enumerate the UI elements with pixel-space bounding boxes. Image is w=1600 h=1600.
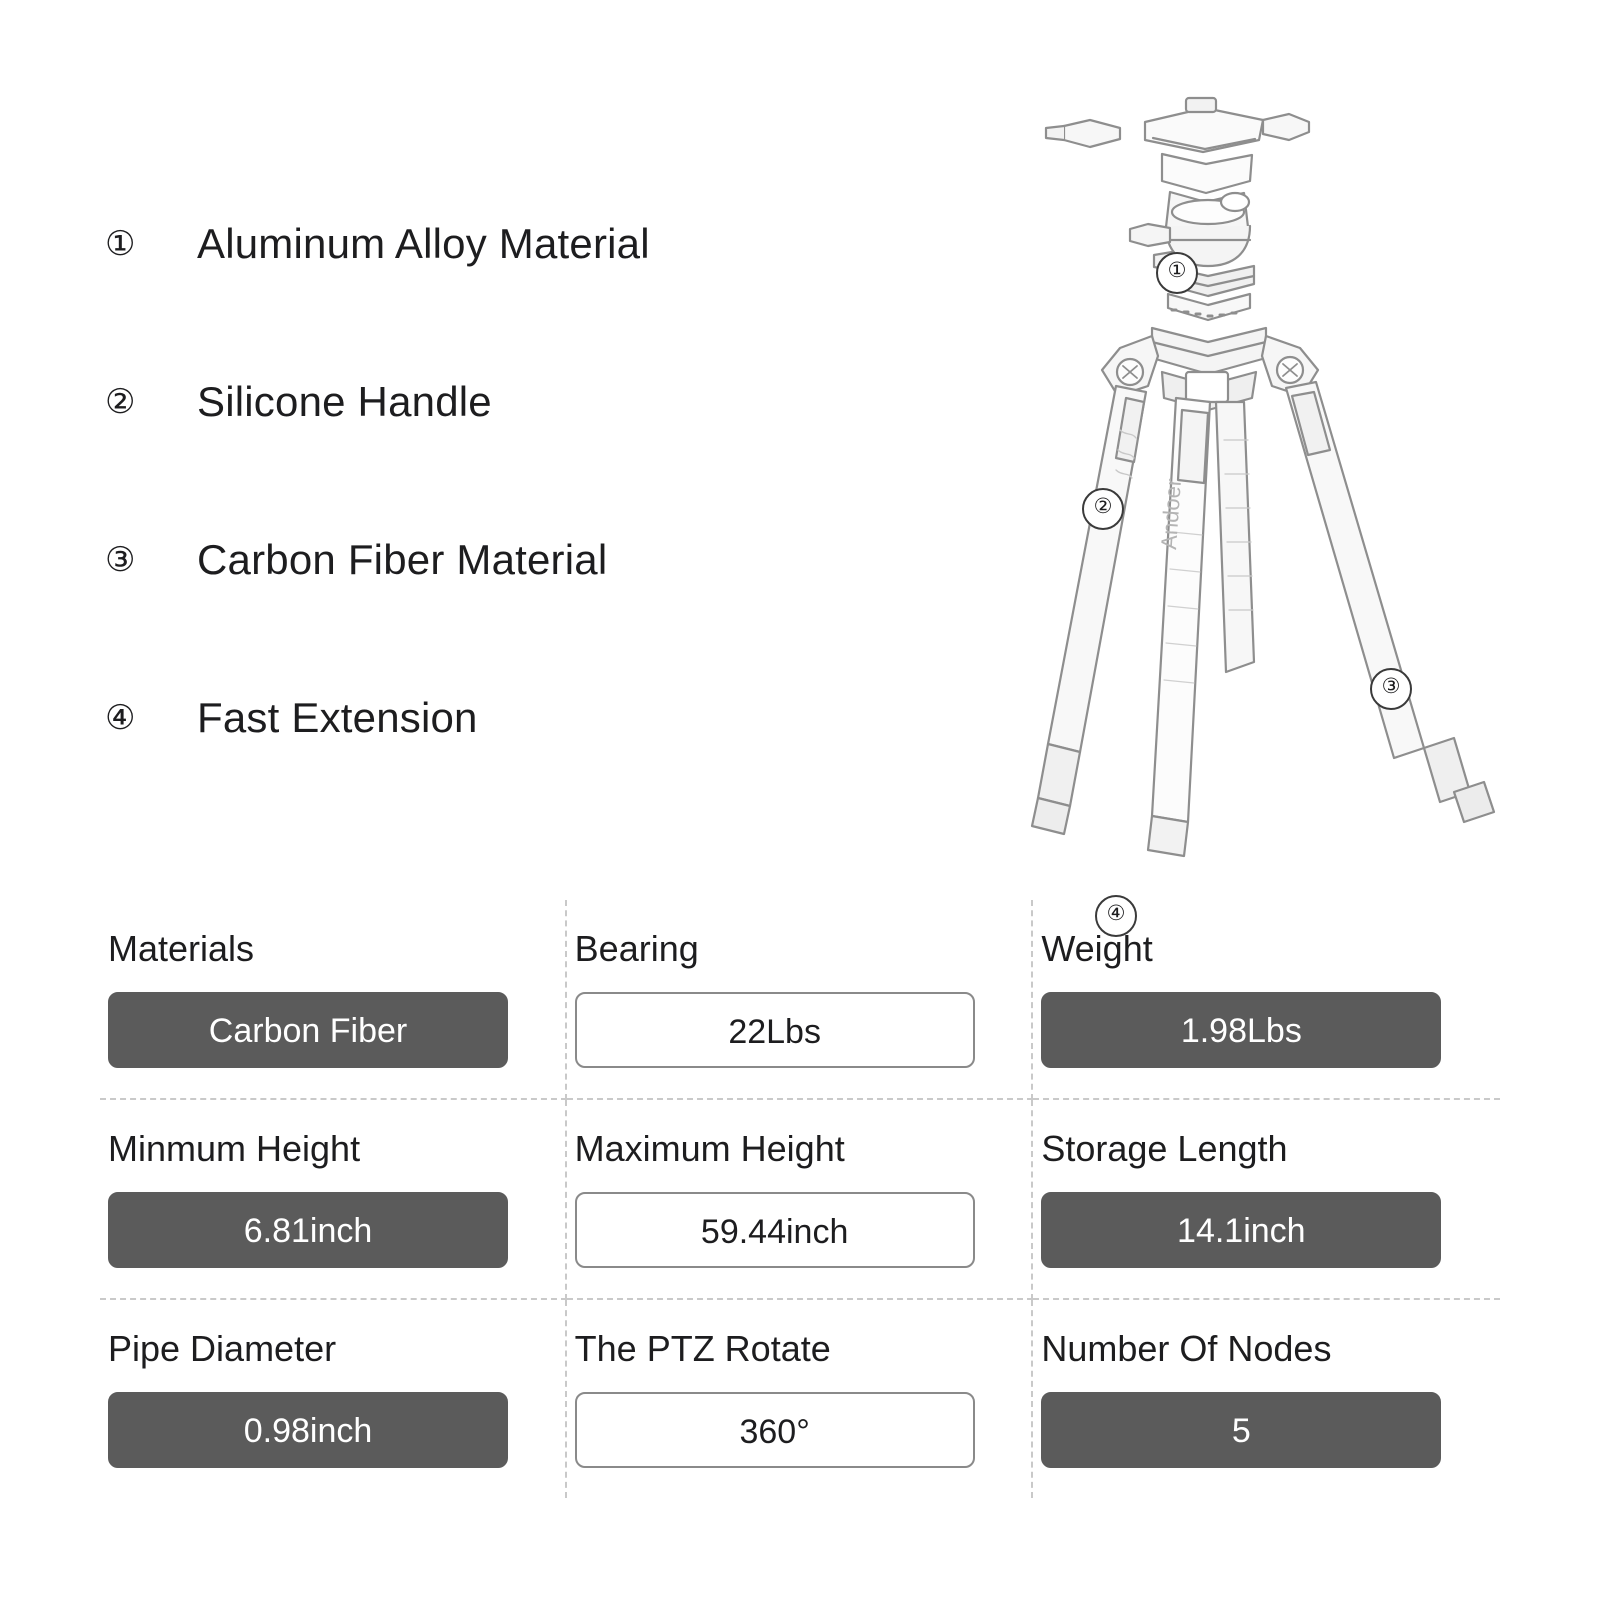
callout-marker-2: ② (1082, 488, 1124, 530)
tripod-leg-rear (1216, 402, 1254, 672)
callout-marker-3: ③ (1370, 668, 1412, 710)
spec-cell-pipe-diameter (100, 1300, 567, 1498)
feature-item-2 (105, 323, 865, 481)
spec-value-pipe-diameter: 0.98inch (108, 1392, 508, 1468)
feature-item-3 (105, 481, 865, 639)
spec-value-weight: 1.98Lbs (1041, 992, 1441, 1068)
spec-cell-storage-length (1033, 1100, 1500, 1300)
spec-cell-minimum-height (100, 1100, 567, 1300)
spec-label-ptz-rotate: The PTZ Rotate (574, 1328, 831, 1369)
feature-item-4 (105, 639, 865, 797)
tripod-illustration (940, 80, 1560, 925)
spec-label-weight: Weight (1041, 928, 1153, 969)
feature-label-3: Carbon Fiber Material (197, 536, 608, 583)
spec-value-bearing: 22Lbs (575, 992, 975, 1068)
spec-label-number-of-nodes: Number Of Nodes (1041, 1328, 1332, 1369)
specifications-table (100, 900, 1500, 1498)
feature-list (105, 165, 865, 797)
feature-item-1 (105, 165, 865, 323)
feature-number-4: ④ (105, 699, 136, 737)
ball-head (1130, 154, 1252, 270)
spec-value-ptz-rotate: 360° (575, 1392, 975, 1468)
spec-label-bearing: Bearing (574, 928, 699, 969)
tripod-leg-middle-carbon (1148, 398, 1210, 856)
spec-cell-maximum-height (567, 1100, 1034, 1300)
feature-label-1: Aluminum Alloy Material (197, 220, 650, 267)
callout-marker-1: ① (1156, 252, 1198, 294)
feature-number-1: ① (105, 225, 136, 263)
spec-label-materials: Materials (108, 928, 255, 969)
spec-label-maximum-height: Maximum Height (574, 1128, 845, 1169)
spec-cell-bearing (567, 900, 1034, 1100)
spec-value-materials: Carbon Fiber (108, 992, 508, 1068)
spec-value-storage-length: 14.1inch (1041, 1192, 1441, 1268)
brand-text: Andoer (1156, 477, 1186, 551)
spec-cell-ptz-rotate (567, 1300, 1034, 1498)
spec-cell-number-of-nodes (1033, 1300, 1500, 1498)
spec-value-maximum-height: 59.44inch (575, 1192, 975, 1268)
leg-joint-left (1102, 336, 1158, 396)
feature-number-2: ② (105, 383, 136, 421)
feature-number-3: ③ (105, 541, 136, 579)
quick-release-plate (1046, 98, 1309, 152)
tripod-leg-left-silicone (1032, 386, 1146, 834)
spec-label-pipe-diameter: Pipe Diameter (108, 1328, 337, 1369)
leg-hub (1152, 328, 1266, 410)
feature-label-4: Fast Extension (197, 694, 478, 741)
spec-label-minimum-height: Minmum Height (108, 1128, 361, 1169)
tripod-leg-right-carbon (1286, 382, 1494, 822)
spec-cell-weight (1033, 900, 1500, 1100)
spec-value-minimum-height: 6.81inch (108, 1192, 508, 1268)
spec-value-number-of-nodes: 5 (1041, 1392, 1441, 1468)
callout-marker-4: ④ (1095, 895, 1137, 937)
feature-label-2: Silicone Handle (197, 378, 492, 425)
tripod-line-drawing-svg (940, 80, 1560, 880)
spec-cell-materials (100, 900, 567, 1100)
spec-label-storage-length: Storage Length (1041, 1128, 1288, 1169)
